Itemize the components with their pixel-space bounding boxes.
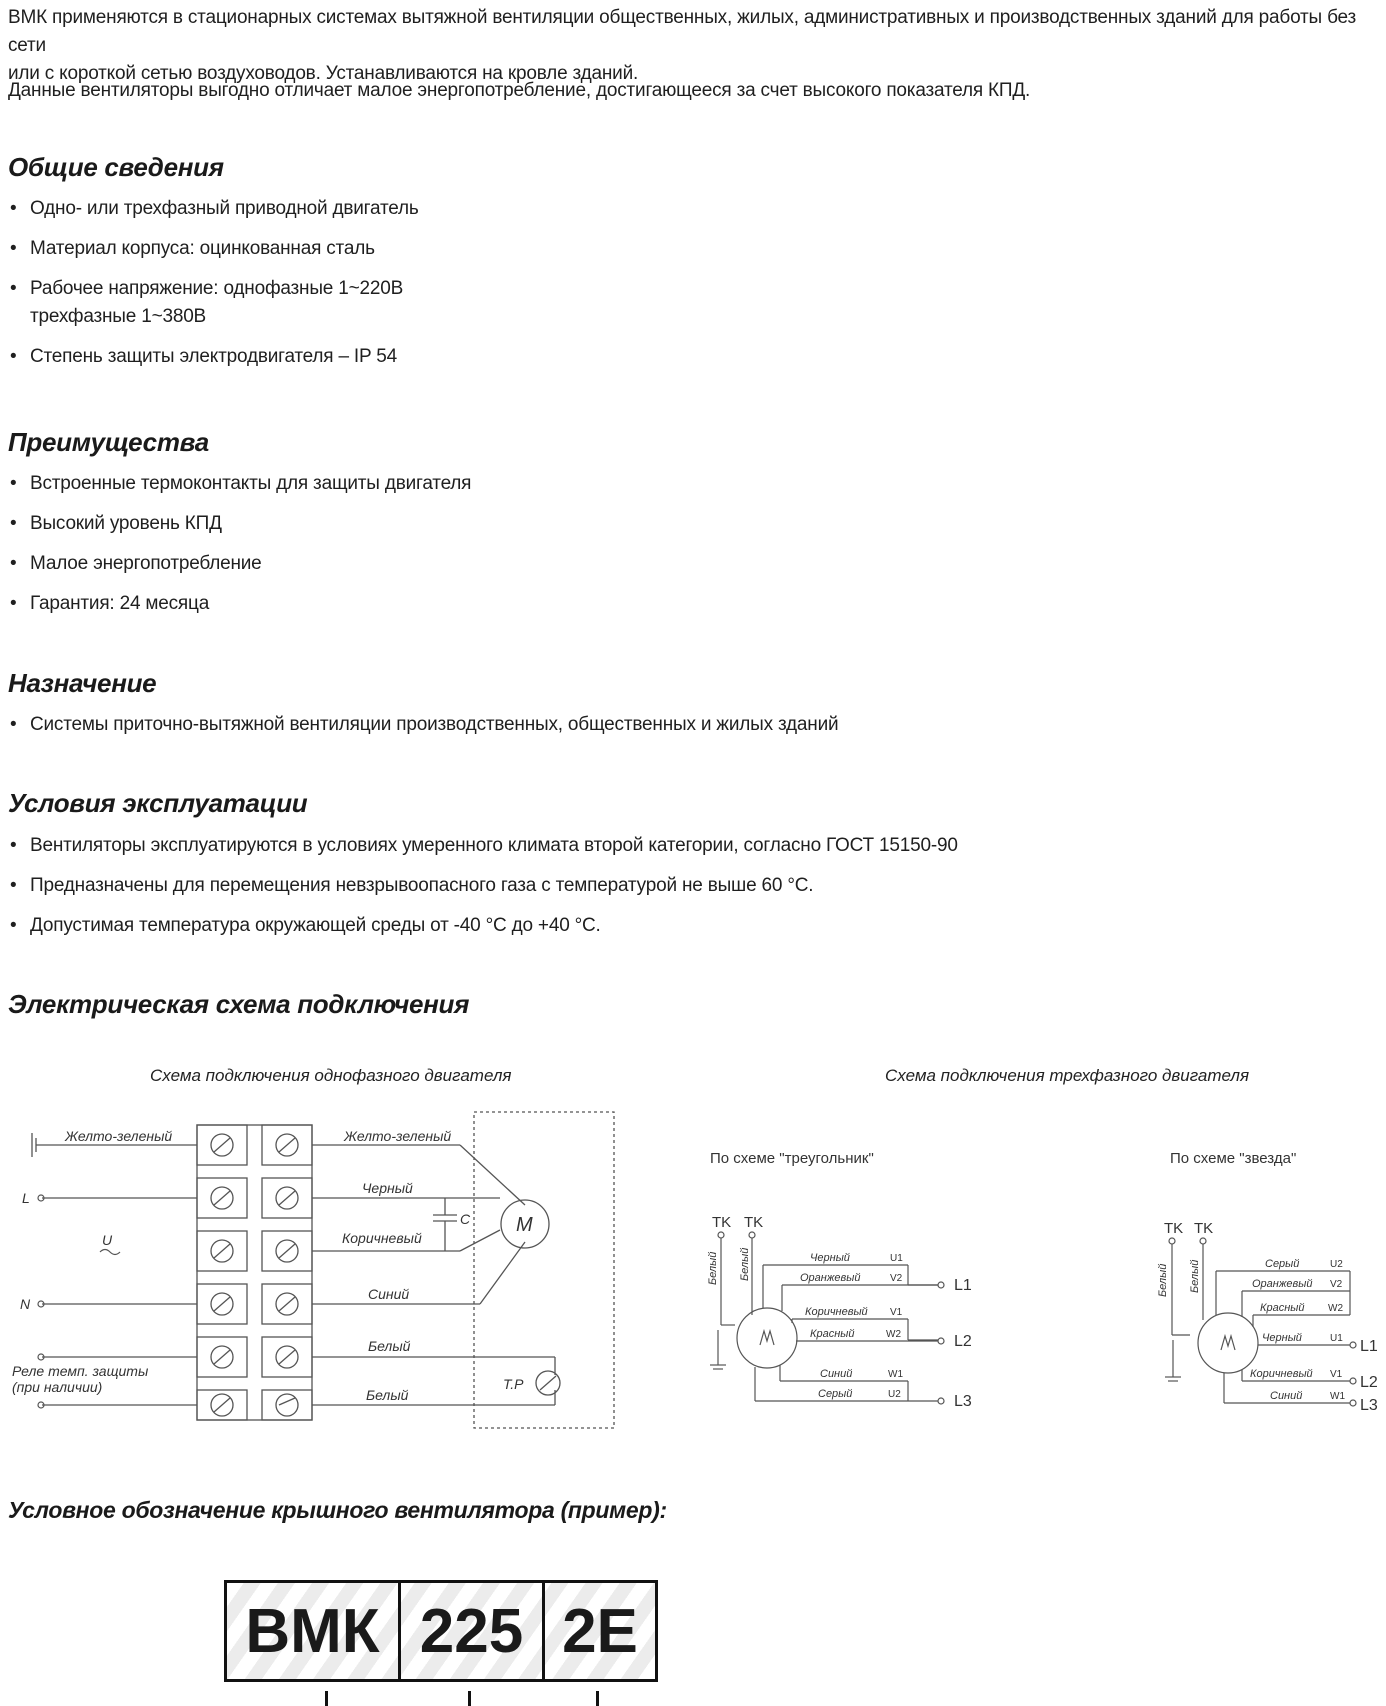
list-item: • Материал корпуса: оцинкованная сталь — [8, 235, 419, 263]
line-label: L1 — [954, 1277, 972, 1294]
wire-label: Серый — [1265, 1258, 1300, 1270]
list-item: • Малое энергопотребление — [8, 550, 471, 578]
relay-label: (при наличии) — [12, 1379, 103, 1395]
list-item: • Степень защиты электродвигателя – IP 54 — [8, 343, 419, 371]
line-label: L3 — [1360, 1397, 1378, 1414]
code-leader-line — [325, 1691, 328, 1706]
tk-label: TK — [1164, 1220, 1184, 1237]
line-label: L2 — [954, 1333, 972, 1350]
terminal-label: V1 — [1330, 1369, 1343, 1380]
wire-label: Коричневый — [1250, 1368, 1313, 1380]
intro-paragraph-2: Данные вентиляторы выгодно отличает малое энергопотребление, достигающееся за счет высокого показателя КПД. — [8, 80, 1031, 101]
line-label: L3 — [954, 1393, 972, 1410]
terminal-label: U2 — [888, 1389, 901, 1400]
advantages-list — [8, 470, 471, 630]
terminal-label-N: N — [20, 1296, 31, 1312]
code-leader-line — [596, 1691, 599, 1706]
model-code-size: 225 — [401, 1583, 545, 1679]
star-diagram — [1150, 1145, 1386, 1425]
capacitor-label: C — [460, 1211, 471, 1227]
model-code-motor: 2Е — [562, 1596, 638, 1666]
tk-label: TK — [712, 1214, 732, 1231]
list-item: • Высокий уровень КПД — [8, 510, 471, 538]
wire-label: Белый — [1157, 1263, 1169, 1297]
line-label: L2 — [1360, 1374, 1378, 1391]
terminal-label: V2 — [1330, 1279, 1343, 1290]
terminal-label: U2 — [1330, 1259, 1343, 1270]
terminal-label: U1 — [890, 1253, 903, 1264]
wire-label: Синий — [820, 1368, 853, 1380]
list-item: • Одно- или трехфазный приводной двигатель — [8, 195, 419, 223]
general-list — [8, 195, 419, 383]
model-code-box — [224, 1580, 658, 1682]
relay-label: Реле темп. защиты — [12, 1363, 149, 1379]
section-title-wiring: Электрическая схема подключения — [8, 989, 470, 1019]
list-item: • Допустимая температура окружающей среды от -40 °С до +40 °С. — [8, 912, 958, 940]
thermal-relay-label: T.P — [503, 1376, 524, 1392]
section-title-purpose: Назначение — [8, 668, 157, 698]
intro-line: ВМК применяются в стационарных системах вытяжной вентиляции общественных, жилых, административных и производственных зданий для работы без сети — [8, 7, 1356, 56]
tk-label: TK — [744, 1214, 764, 1231]
wire-label: Белый — [366, 1387, 409, 1403]
wire-label: Коричневый — [805, 1306, 868, 1318]
wire-label: Белый — [707, 1251, 719, 1285]
section-title-conditions: Условия эксплуатации — [8, 788, 308, 818]
voltage-label: U — [102, 1232, 113, 1248]
terminal-label: U1 — [1330, 1333, 1343, 1344]
section-title-designation: Условное обозначение крышного вентилятора (пример): — [8, 1497, 667, 1523]
wire-label: Серый — [818, 1388, 853, 1400]
wire-label: Белый — [739, 1247, 751, 1281]
list-item-line: трехфазные 1~380В — [30, 306, 207, 327]
section-title-advantages: Преимущества — [8, 427, 209, 457]
purpose-list — [8, 711, 838, 751]
single-phase-caption: Схема подключения однофазного двигателя — [150, 1066, 512, 1085]
code-leader-line — [468, 1691, 471, 1706]
terminal-label: V2 — [890, 1273, 903, 1284]
intro-line: или с короткой сетью воздуховодов. Устанавливаются на кровле зданий. — [8, 63, 639, 84]
wire-label: Черный — [810, 1252, 850, 1264]
wire-label: Белый — [1189, 1259, 1201, 1293]
list-item-line: Рабочее напряжение: однофазные 1~220В — [30, 278, 404, 299]
list-item: • Системы приточно-вытяжной вентиляции производственных, общественных и жилых зданий — [8, 711, 838, 739]
wire-label: Желто-зеленый — [344, 1128, 452, 1144]
terminal-label-L: L — [22, 1190, 30, 1206]
wire-label: Синий — [1270, 1390, 1303, 1402]
motor-symbol: M — [516, 1214, 533, 1236]
wire-label: Оранжевый — [800, 1272, 861, 1284]
section-title-general: Общие сведения — [8, 152, 224, 182]
list-item: • Гарантия: 24 месяца — [8, 590, 471, 618]
terminal-label: V1 — [890, 1307, 903, 1318]
wire-label: Белый — [368, 1338, 411, 1354]
intro-paragraph-1 — [8, 4, 1386, 88]
three-phase-caption: Схема подключения трехфазного двигателя — [885, 1066, 1250, 1085]
terminal-label: W1 — [888, 1369, 903, 1380]
single-phase-diagram — [0, 1100, 640, 1440]
terminal-rows — [197, 1125, 312, 1420]
wire-label: Черный — [1262, 1332, 1302, 1344]
list-item: • Вентиляторы эксплуатируются в условиях умеренного климата второй категории, согласно ГОСТ 15150-90 — [8, 832, 958, 860]
delta-diagram — [700, 1145, 1000, 1415]
line-label: L1 — [1360, 1338, 1378, 1355]
delta-title: По схеме "треугольник" — [710, 1150, 874, 1167]
wire-label: Желто-зеленый — [65, 1128, 173, 1144]
wire-label: Красный — [1260, 1302, 1305, 1314]
tk-label: TK — [1194, 1220, 1214, 1237]
wire-label: Коричневый — [342, 1230, 422, 1246]
model-code-series: ВМК — [227, 1583, 401, 1679]
wire-label: Оранжевый — [1252, 1278, 1313, 1290]
terminal-label: W2 — [886, 1329, 901, 1340]
terminal-label: W2 — [1328, 1303, 1343, 1314]
list-item — [8, 275, 419, 331]
terminal-label: W1 — [1330, 1391, 1345, 1402]
conditions-list — [8, 832, 958, 952]
list-item: • Предназначены для перемещения невзрывоопасного газа с температурой не выше 60 °С. — [8, 872, 958, 900]
wire-label: Синий — [368, 1286, 410, 1302]
star-title: По схеме "звезда" — [1170, 1150, 1297, 1167]
wire-label: Черный — [362, 1180, 413, 1196]
list-item: • Встроенные термоконтакты для защиты двигателя — [8, 470, 471, 498]
wire-label: Красный — [810, 1328, 855, 1340]
